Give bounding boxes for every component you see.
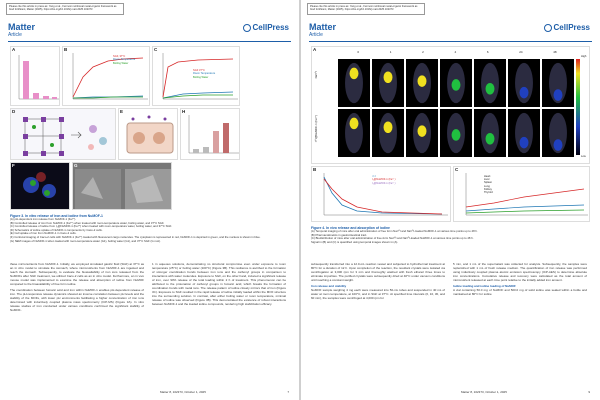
signal-hotspot <box>486 133 495 145</box>
panel-f <box>10 162 70 210</box>
signal-hotspot <box>452 129 461 141</box>
section-heading: Iodine loading and iodine loading of NuMOF <box>453 284 516 288</box>
signal-hotspot <box>384 71 393 83</box>
caption-line: (F) Confocal imaging of Caco-2 cells with NuMOF-1 (Fe³⁺) loaded with fluorescent cargo molecules. The cytoplasm is represented in red, NuMOF-1 is depicted in green, and the nucleus is shown in blue. <box>10 234 261 239</box>
body-column-1 <box>311 262 445 302</box>
chart-b-legend <box>372 175 395 185</box>
row-label: ¹²⁵I@NuMOF-1 (Fe³⁺) <box>314 115 318 143</box>
caption-line: (D) Schematics of iodine uptake of NuMOF-1 components by Caco-2 cells. <box>10 227 103 232</box>
legend-entry: I₂@NuMOF-1 (Fe³⁺) <box>372 181 396 185</box>
caption-line: (G) SEM images of NuMOF-1 when loaded with room-temperature water (G1), boiling water (G1), and 37°C SGF (G mol). <box>10 238 161 243</box>
sem-images <box>73 163 173 211</box>
panel-label-c: C <box>154 47 158 52</box>
panel-c <box>152 46 240 106</box>
page-number: 9 <box>588 390 590 394</box>
publisher-name: CellPress <box>252 23 289 32</box>
cell-uptake-schematic <box>119 109 179 161</box>
chart-c-legend <box>193 69 215 79</box>
caption-line: Signal in (B) and (C) is quantified using temporal images shown in (A). <box>311 239 399 244</box>
bar <box>33 93 39 99</box>
legend-entry: SGF 37°C <box>193 69 205 72</box>
legend-entry: Liver <box>484 178 490 182</box>
panel-label-d: D <box>12 109 16 114</box>
panel-label-h: H <box>182 109 186 114</box>
header-rule <box>8 41 291 42</box>
caption-line: (E) Cell uptake of iron from NuMOF-1 in Caco-2 cells. <box>10 231 77 236</box>
time-label: 2 <box>422 50 424 54</box>
chart-b-legend <box>113 55 135 65</box>
iron-release-chart <box>63 47 151 107</box>
caption-line: (A) Temporal imaging of mice after oral administration of free form Na¹²⁵I and Na¹²⁵I-loaded NuMOF-1 at various time points up to 48 h. <box>311 229 478 233</box>
legend-entry: Spleen <box>484 181 493 185</box>
bar <box>43 96 49 99</box>
panel-label-a: A <box>12 47 16 52</box>
signal-hotspot <box>520 137 529 149</box>
boiling-series-line <box>163 95 233 98</box>
panel-label-b: B <box>64 47 68 52</box>
scale-high: High <box>581 55 587 58</box>
legend-entry: Heart <box>484 175 491 178</box>
legend-entry: I₂@NuMOF-1 (Fe³⁺) <box>372 178 396 182</box>
signal-hotspot <box>418 125 427 137</box>
panel-a <box>311 46 590 164</box>
body-paragraph: NuMOF sample weighing 4 mg each were measured into 50-mL tubes and suspended in 40 mL of water at room temperature, at 100°C, and in SGF at 37°C. At specified time intervals (0, 10, 30, and 60 min), the samples were centrifuged at 4,000 rpm for <box>311 288 445 300</box>
cell-iron-uptake-chart <box>181 109 241 161</box>
legend-entry: Boiling Water <box>193 75 209 79</box>
signal-hotspot <box>452 79 461 91</box>
left-page <box>0 0 299 400</box>
legend-entry: SGF, 37°C <box>113 55 126 58</box>
publisher-name: CellPress <box>553 23 590 32</box>
page-number: 7 <box>287 390 289 394</box>
row-label: Na¹²⁵I <box>314 71 318 79</box>
time-label: 6 <box>486 50 489 54</box>
body-column-2 <box>152 262 286 308</box>
body-paragraph: 5 min, and 1 mL of the supernatant was collected for analysis. Subsequently, the samples were replenished with 1 mL of fresh release medium. The quantification of iron release was performed using inductively coupled plasma atomic emission spectroscopy (ICP-AES) to determine absolute iron concentrations. Cumulative release and recovery were calculated as the total amount of micronutrient released at each time point relative to the initially added iron amount. <box>453 262 587 282</box>
mof-structure-diagram <box>11 109 117 161</box>
panel-label-e: E <box>120 109 124 114</box>
cellpress-icon <box>243 24 251 32</box>
mouse-silhouette <box>481 113 499 153</box>
legend-entry: Thyroid <box>484 191 493 195</box>
legend-entry: Room Temperature <box>193 72 216 76</box>
caption-line: (B) Controlled release of iron from NuMOF-1 (Fe³⁺) when treated with room-temperature water, boiling water, and 37°C SGF. <box>10 220 165 225</box>
caption-line: (C) Biodistribution of mice after oral administration of free-form Na¹²⁵I and Na¹²⁵I-loaded NuMOF-1 at various time points up to 48 h. <box>311 236 474 241</box>
signal-hotspot <box>384 121 393 133</box>
caption-title: Figure 3. In vitro release of iron and iodine from NuMOF-1 <box>10 214 103 218</box>
signal-hotspot <box>554 89 563 101</box>
body-paragraph: 1 in aqueous solutions, demonstrating no structural compromise even under exposure to room temperature (25°C) or boiling water (100°C) (Figure 3B). This resilience is ascribed to the formation of stronger coordination bonds between iron ions and the carbonyl groups in comparison to interactions with water molecules. Exposure to SGF, on the other hand, induced a significant release of iron, over 90% release of the total loading within 2 h of treatment. This phenomenon can be attributed to the protonation of carboxyl groups in fumaric acid, which breaks the formation of coordination bonds with metal ions. The release pattern of iodine closely mirrors that of iron (Figure 3C). Exposure to SGF resulted in the rapid release of iodine initially loaded within the MOF structure into the surrounding solution. In contrast, after either boiling water or room temperature, minimal release of iodine was observed (Figure 3B). This demonstrated the existence of robust interactions between NuMOF-1 and the loaded iodine compounds, rendering high stabilization efficacy. <box>152 262 286 306</box>
spect-imaging-grid <box>312 47 591 165</box>
footer-citation: Matter 8, 102373, October 1, 2025 <box>461 390 507 394</box>
body-column-2 <box>453 262 587 298</box>
citation-notice: Please cite this article in press as: Yang et al., Fermoxi nutritional metal-organic framework as food fortificant, Matter (2025), https://doi.org/10.1016/j.matt.2025.102373 <box>307 3 425 15</box>
panel-h <box>180 108 240 160</box>
header-rule <box>309 41 592 42</box>
panel-label-b: B <box>313 167 317 172</box>
panel-b <box>311 166 451 222</box>
time-label: 24 <box>519 50 523 54</box>
publisher-logo <box>544 23 590 32</box>
scale-low: Low <box>581 155 586 158</box>
panel-a <box>10 46 60 106</box>
caption-line: (C) Controlled release of iodine from I₂@NuMOF-1 (Fe³⁺) when treated with room-temperature water, boiling water, and 37°C SGF. <box>10 224 172 229</box>
body-paragraph: subsequently transferred into a 12.0-mL reaction vessel and subjected to hydrothermal treatment at 80°C for a duration of 12 h. Upon completion of the reaction, the resultant crystals were isolated via centrifugation at 3,000 rpm for 3 min and thoroughly washed with fresh ethanol three times to eliminate impurities. The purified crystals were subsequently dried at 40°C under vacuum conditions until reaching a constant weight. <box>311 262 445 282</box>
panel-e <box>118 108 178 160</box>
citation-notice: Please cite this article in press as: Yang et al., Fermoxi nutritional metal-organic framework as food fortificant, Matter (2025), https://doi.org/10.1016/j.matt.2025.102373 <box>6 3 124 15</box>
right-page <box>301 0 600 400</box>
section-heading: Iron release and stability <box>311 284 347 288</box>
confocal-image <box>11 163 71 211</box>
legend-entry: Room Temperature <box>113 58 136 62</box>
panel-label-a: A <box>313 47 317 52</box>
biodistribution-chart <box>454 167 591 223</box>
time-labels <box>342 50 572 54</box>
time-label: 48 <box>553 50 557 54</box>
article-label: Article <box>8 32 22 38</box>
caption-title: Figure 4. In vivo release and absorption of iodine <box>311 226 390 230</box>
ph-release-chart <box>11 47 61 107</box>
panel-label-f: F <box>12 163 15 168</box>
signal-hotspot <box>418 75 427 87</box>
legend-entry: Kidney <box>484 187 492 191</box>
signal-hotspot <box>350 118 359 130</box>
legend-entry: Lung <box>484 184 490 188</box>
panel-d <box>10 108 116 160</box>
time-label: 4 <box>454 50 457 54</box>
legend-entry: Boiling Water <box>113 61 129 65</box>
caption-line: (B) Pharmacokinetics in gastrointestinal tract. <box>311 232 368 237</box>
body-paragraph: A vial containing 50.0 mg of NuMOF and 500.0 mg of solid iodine was sealed within a bottle and maintained at 80°C for iodine <box>453 288 587 296</box>
publisher-logo <box>243 23 289 32</box>
bar <box>23 61 29 99</box>
figure-caption <box>10 214 290 243</box>
chart-c-legend <box>484 175 493 194</box>
journal-title: Matter <box>309 22 337 32</box>
body-paragraph: The coordination between fumaric acid and iron within NuMOF-1 enables pH-dependent release of iron. The pH-responsive release dynamics showed an inverse correlation between pH levels and the stability of the MOFs, with lower pH environments facilitating a higher concentration of iron ions determined with inductively coupled plasma mass spectrometry (ICP-MS) (Figure 3A). In vitro release studies of iron conducted under various conditions confirmed the significant stability of NuMOF- <box>10 288 144 312</box>
time-label: 0 <box>357 50 360 54</box>
panel-c <box>453 166 590 222</box>
footer-citation: Matter 8, 102373, October 1, 2025 <box>160 390 206 394</box>
signal-hotspot <box>520 87 529 99</box>
panel-label-g: G <box>74 163 78 168</box>
article-label: Article <box>309 32 323 38</box>
panel-g <box>72 162 172 210</box>
signal-hotspot <box>486 83 495 95</box>
signal-hotspot <box>554 139 563 151</box>
figure-caption <box>311 226 591 244</box>
body-paragraph: these micronutrients from NuMOF-1. Initially, we employed simulated gastric fluid (SGF) at 37°C as an in vitro model to simulate the stomach, where micronutrients from NuMOF-1 are ingested and reach the stomach. Subsequently, to evaluate the bioavailability of iron ions released from the NuMOFs after SGF treatment, we utilized Caco-2 cells as an in vitro model. Furthermore, an in vivo mouse model was implemented to examine the release and absorption of iodine from NuMOF compared to the bioavailability of free form iodine. <box>10 262 144 286</box>
mouse-silhouette <box>379 113 397 153</box>
body-column-1 <box>10 262 144 314</box>
bar <box>52 97 57 99</box>
cellpress-icon <box>544 24 552 32</box>
colorbar <box>576 59 580 155</box>
panel-b <box>62 46 150 106</box>
panel-label-c: C <box>455 167 459 172</box>
caption-line: (A) pH-dependent iron release from NuMOF-1 (Fe³⁺). <box>10 217 77 221</box>
legend-entry: ¹²⁵I <box>372 175 376 178</box>
journal-title: Matter <box>8 22 36 32</box>
signal-hotspot <box>350 68 359 80</box>
time-label: 1 <box>389 50 392 54</box>
